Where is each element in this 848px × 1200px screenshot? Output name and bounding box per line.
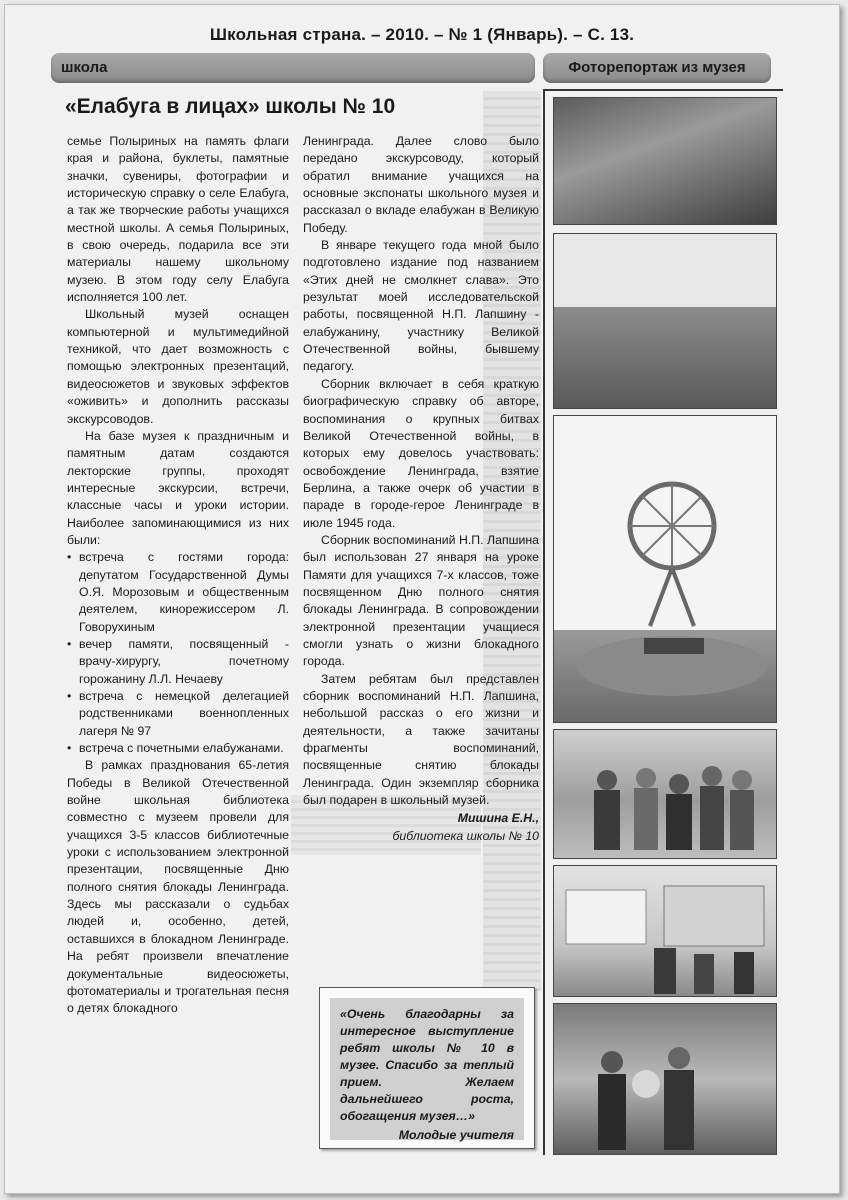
sidebar-label: Фоторепортаж из музея [543, 53, 771, 83]
paragraph: Школьный музей оснащен компьютерной и мультимедийной техникой, что дает возможность с помощью электронных презентаций, видеосюжетов и звуковых эффектов «оживить» и дополнить рассказы экскурсоводов. [67, 307, 289, 426]
paragraph: Сборник воспоминаний Н.П. Лапшина был использован 27 января на уроке Памяти для учащихся 7-х классов, тоже посвященном Дню полного снятия блокады Ленинграда. В сопровождении электронной презентации учащиеся смогли узнать о жизни блокадного города. [303, 532, 539, 669]
author-signature [303, 809, 539, 845]
column-divider [545, 89, 783, 91]
paragraph: семье Полыриных на память флаги края и района, буклеты, памятные значки, сувениры, фотографии и историческую справку о селе Елабуга, а так же творческие работы учащихся местной школы. А семья Полыриных, в свою очередь, подарила все эти материалы нашему школьному музею. В этом году селу Елабуга исполняется 100 лет. [67, 134, 289, 305]
museum-photo-pottery [553, 233, 777, 409]
museum-photo-students-group [553, 729, 777, 859]
spinning-wheel-icon [554, 416, 776, 722]
museum-photo-spinning-wheel [553, 415, 777, 723]
museum-photo-exhibits [553, 97, 777, 225]
people-icon [554, 1004, 776, 1154]
list-item: • встреча с почетными елабужанами. [67, 740, 289, 757]
list-item: • встреча с немецкой делегацией родственниками военнопленных лагеря № 97 [67, 688, 289, 740]
events-list [67, 549, 289, 757]
museum-photo-award [553, 1003, 777, 1155]
testimonial-author: Молодые учителя [398, 1128, 514, 1142]
museum-photo-presentation [553, 865, 777, 997]
testimonial-text: «Очень благодарны за интересное выступление ребят школы № 10 в музее. Спасибо за теплый прием. Желаем дальнейшего роста, обогащения музея…» [340, 1007, 514, 1123]
paragraph: Ленинграда. Далее слово было передано экскурсоводу, который обратил внимание учащихся на основные экспонаты школьного музея и рассказал о вкладе елабужан в Великую Победу. [303, 134, 539, 235]
masthead: Школьная страна. – 2010. – № 1 (Январь). – С. 13. [209, 25, 635, 44]
presentation-icon [554, 866, 776, 996]
article-headline: «Елабуга в лицах» школы № 10 [65, 95, 396, 118]
testimonial-inner [330, 998, 524, 1140]
article-column-1 [67, 133, 289, 1018]
paragraph: В январе текущего года мной было подготовлено издание под названием «Этих дней не смолкнет слава». Это результат моей исследовательской работы, посвященной Н.П. Лапшину - елабужанину, участнику Великой Отечественной войны, бывшему педагогу. [303, 238, 539, 374]
people-icon [554, 730, 776, 858]
section-label: школа [51, 53, 535, 83]
paragraph: В рамках празднования 65-летия Победы в Великой Отечественной войне школьная библиотека совместно с музеем провели для учащихся 3-5 классов библиотечные уроки с использованием электронной презентации, посвященные Дню полного снятия блокады Ленинграда. Здесь мы рассказали о судьбах людей и, особенно, детей, оставшихся в блокадном Ленинграде. На ребят произвели впечатление документальные видеосюжеты, фотоматериалы и трогательная песня о детях блокадного [67, 758, 289, 1016]
newspaper-page [4, 4, 840, 1194]
author-name: Мишина Е.Н., [457, 811, 539, 826]
paragraph: На базе музея к праздничным и памятным датам создаются лекторские группы, проходят интересные экскурсии, встречи, классные часы и уроки истории. Наиболее запоминающимися из них были: [67, 428, 289, 547]
list-item: • встреча с гостями города: депутатом Государственной Думы О.Я. Морозовым и общественным деятелем, кинорежиссером Л. Говорухиным [67, 549, 289, 636]
testimonial-box [319, 987, 535, 1149]
author-role: библиотека школы № 10 [392, 829, 539, 844]
column-divider [543, 89, 545, 1155]
list-item: • вечер памяти, посвященный - врачу-хирургу, почетному горожанину Л.Л. Нечаеву [67, 636, 289, 688]
paragraph: Сборник включает в себя краткую биографическую справку об авторе, воспоминания о крупных битвах Великой Отечественной войны, в которых ему довелось участвовать: освобождение Ленинграда, взятие Берлина, а также очерк об участии в параде в городе-герое Ленинграде в июле 1945 года. [303, 376, 539, 530]
paragraph: Затем ребятам был представлен сборник воспоминаний Н.П. Лапшина, небольшой рассказ о его жизни и деятельности, а также зачитаны фрагменты воспоминаний, посвященные снятию блокады Ленинграда. Один экземпляр сборника был подарен в школьный музей. [303, 671, 539, 808]
article-column-2 [303, 133, 539, 845]
